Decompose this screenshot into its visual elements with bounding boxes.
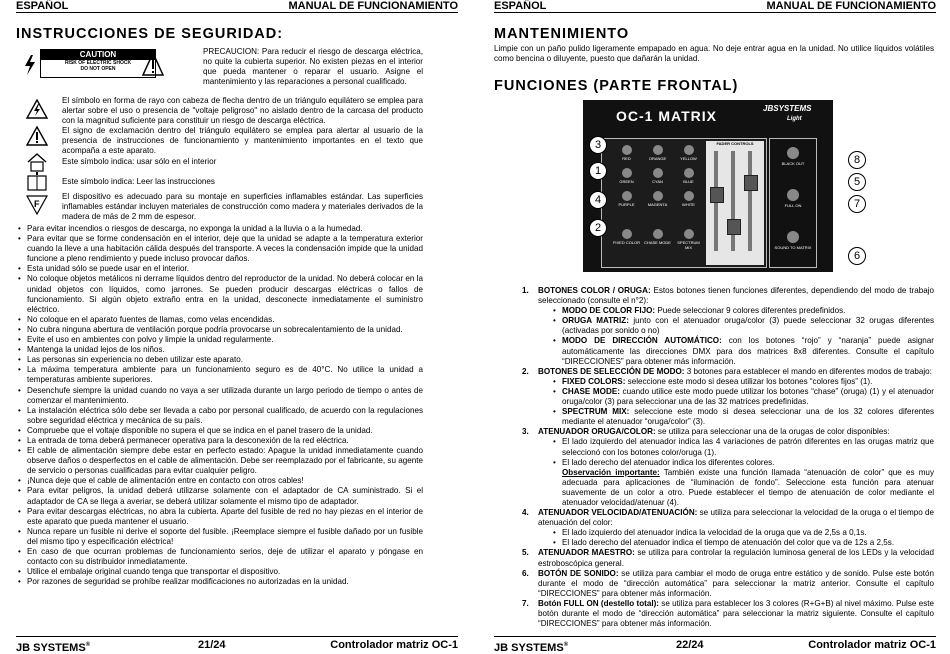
safety-bullet-item: • Esta unidad sólo se puede usar en el interior. <box>16 264 423 274</box>
color-button[interactable]: GREEN <box>612 168 641 188</box>
function-item: 2. BOTONES DE SELECCIÓN DE MODO: 3 botones para establecer el mando en diferentes modos de trabajo: • FIXED COLORS: seleccione este modo si desea utilizar los botones “colores fijos” (1). • CHASE MODE: cuando utilice este modo puede utilizar los botones “chase” (oruga) (1) y el atenuador oruga/color (3) para seleccionar una de las 32 matrices predefinidas. • SPECTRUM MIX: seleccione este modo si desea seleccionar una de los 32 colores diferentes mediante el atenuador “oruga/color” (3). <box>522 367 934 428</box>
device-name: OC-1 MATRIX <box>616 108 717 124</box>
safety-bullet-item: • Las personas sin experiencia no deben utilizar este aparato. <box>16 355 423 365</box>
fader-section <box>706 141 764 265</box>
header-title: MANUAL DE FUNCIONAMIENTO <box>766 0 936 12</box>
callout-number: 2 <box>589 219 607 237</box>
safety-bullet-item: • La máxima temperatura ambiente para un funcionamiento seguro es de 40°C. No utilice la unidad a temperaturas ambiente superiores. <box>16 365 423 385</box>
maintenance-title: MANTENIMIENTO <box>494 26 630 42</box>
safety-bullet-item: • La instalación eléctrica sólo debe ser llevada a cabo por personal cualificado, de acuerdo con la regulaciones sobre seguridad eléctrica y mecánica de su país. <box>16 406 423 426</box>
function-sub-item: • MODO DE COLOR FIJO: Puede seleccionar 9 colores diferentes predefinidos. <box>538 306 934 316</box>
callout-number: 3 <box>589 136 607 154</box>
chase-color-fader-knob[interactable] <box>710 187 724 203</box>
function-sub-item: • El lado izquierdo del atenuador indica la velocidad de la oruga que va de 2,5s a 0,1s. <box>538 528 934 538</box>
color-button[interactable]: MAGENTA <box>643 191 672 211</box>
right-button-column <box>769 138 817 268</box>
functions-list <box>522 286 934 629</box>
color-button[interactable]: RED <box>612 145 641 165</box>
function-button[interactable]: SOUND TO MATRIX <box>770 231 816 261</box>
function-button[interactable]: FULL ON <box>770 189 816 219</box>
flammable-surface-icon <box>26 194 48 216</box>
fader-label: FADER CONTROLS <box>716 141 754 146</box>
function-item: 4. ATENUADOR VELOCIDAD/ATENUACIÓN: se utiliza para seleccionar la velocidad de la oruga o el tiempo de atenuación del color: • El lado izquierdo del atenuador indica la velocidad de la oruga que va de 2,5s a 0,1s. • El lado derecho del atenuador indica el tiempo de atenuación del color que va de 12s a 2,5s. <box>522 508 934 548</box>
callout-number: 8 <box>848 151 866 169</box>
function-sub-item: • MODO DE DIRECCIÓN AUTOMÁTICO: con los botones “rojo” y “naranja” puede asignar automáticamente las direcciones DMX para dos matrices 8x8 diferentes. Consulte el capítulo “DIRECCIONES” para obtener más información. <box>538 336 934 366</box>
precaution-text: PRECAUCION: Para reducir el riesgo de descarga eléctrica, no quite la cubierta superior. No existen piezas en el interior que pueda mantener o reparar el usuario. Asigne el mantenimiento y las reparaciones a personal cualificado. <box>203 47 423 87</box>
function-item: 5. ATENUADOR MAESTRO: se utiliza para controlar la regulación luminosa general de los LEDs y la velocidad estroboscópica general. <box>522 548 934 568</box>
header-language: ESPAÑOL <box>494 0 547 12</box>
function-button[interactable]: BLACK OUT <box>770 147 816 177</box>
function-item: 1. BOTONES COLOR / ORUGA: Estos botones tienen funciones diferentes, dependiendo del modo de trabajo seleccionado (consulte el n°2): • MODO DE COLOR FIJO: Puede seleccionar 9 colores diferentes predefinidos. • ORUGA MATRIZ: junto con el atenuador oruga/color (3) puede seleccionar 32 orugas diferentes (activadas por sonido o no) • MODO DE DIRECCIÓN AUTOMÁTICO: con los botones “rojo” y “naranja” puede asignar automáticamente las direcciones DMX para dos matrices 8x8 diferentes. Consulte el capítulo “DIRECCIONES” para obtener más información. <box>522 286 934 367</box>
footer-page-number: 22/24 <box>676 639 704 651</box>
safety-bullet-item: • Utilice el embalaje original cuando tenga que transportar el dispositivo. <box>16 567 423 577</box>
safety-bullet-item: • Para evitar que se forme condensación en el interior, deje que la unidad se adapte a la temperatura exterior cuando la lleve a una habitación cálida después del transporte. A veces la condensación impide que la unidad funcione a pleno rendimiento y puede incluso provocar daños. <box>16 234 423 264</box>
header-language: ESPAÑOL <box>16 0 69 12</box>
safety-bullet-item: • No coloque en el aparato fuentes de llamas, como velas encendidas. <box>16 315 423 325</box>
functions-title: FUNCIONES (PARTE FRONTAL) <box>494 78 739 94</box>
caution-label <box>40 49 156 78</box>
color-button[interactable]: BLUE <box>674 168 703 188</box>
color-button[interactable]: PURPLE <box>612 191 641 211</box>
color-button[interactable]: ORANGE <box>643 145 672 165</box>
mode-button-row <box>612 229 704 259</box>
safety-bullet-item: • Para evitar incendios o riesgos de descarga, no exponga la unidad a la lluvia o a la humedad. <box>16 224 423 234</box>
page-footer <box>16 636 458 653</box>
safety-bullet-item: • En caso de que ocurran problemas de funcionamiento serios, deje de utilizar el aparato y póngase en contacto con su distribuidor inmediatamente. <box>16 547 423 567</box>
lightning-bolt-icon <box>22 54 38 76</box>
right-page <box>478 0 950 654</box>
left-page <box>0 0 472 654</box>
safety-bullet-item: • ¡Nunca deje que el cable de alimentación entre en contacto con otros cables! <box>16 476 423 486</box>
device-front-panel <box>583 100 833 272</box>
safety-bullet-item: • Mantenga la unidad lejos de los niños. <box>16 345 423 355</box>
safety-bullet-item: • No cubra ninguna abertura de ventilación porque podría provocarse un sobrecalentamiento de la unidad. <box>16 325 423 335</box>
callout-number: 5 <box>848 173 866 191</box>
exclamation-triangle-icon <box>26 126 48 146</box>
callout-number: 4 <box>589 191 607 209</box>
function-sub-item: • ORUGA MATRIZ: junto con el atenuador oruga/color (3) puede seleccionar 32 orugas diferentes (activadas por sonido o no) <box>538 316 934 336</box>
svg-text:F: F <box>34 199 40 209</box>
safety-bullet-item: • El cable de alimentación siempre debe estar en perfecto estado: Apague la unidad inmediatamente cuando observe daños o desperfectos en el cable de alimentación. Debe ser reemplazado por el fabricante, su agente de servicio o personas cualificadas para evitar cualquier peligro. <box>16 446 423 476</box>
header-title: MANUAL DE FUNCIONAMIENTO <box>288 0 458 12</box>
mode-button[interactable]: FIXED COLOR <box>612 229 641 257</box>
footer-product: Controlador matriz OC-1 <box>330 639 458 651</box>
footer-product: Controlador matriz OC-1 <box>808 639 936 651</box>
function-sub-item: • El lado izquierdo del atenuador indica las 4 variaciones de patrón diferentes en las orugas matriz que seleccionó con los botones color/oruga (1). <box>538 437 934 457</box>
safety-bullet-item: • Evite el uso en ambientes con polvo y limpie la unidad regularmente. <box>16 335 423 345</box>
master-fader-knob[interactable] <box>744 175 758 191</box>
safety-bullet-list <box>16 224 423 587</box>
symbol-text-flammable: El dispositivo es adecuado para su montaje en superficies inflamables estándar. Las superficies inflamables estándar incluyen materiales de construcción como madera y materiales derivados de la madera de más de 2 mm de espesor. <box>62 191 423 221</box>
safety-bullet-item: • No coloque objetos metálicos ni derrame líquidos dentro del reproductor de la unidad. No deberá colocar en la unidad objetos con líquidos, como jarrones. Se pueden producir descargas eléctricas o fallos de funcionamiento. Si algún objeto extraño entra en la unidad, desconecte inmediatamente el suministro eléctrico. <box>16 274 423 314</box>
read-instructions-icon <box>26 172 48 192</box>
safety-bullet-item: • Para evitar peligros, la unidad deberá utilizarse solamente con el adaptador de CA suministrado. Si el adaptador de CA se llega a averiar, se deberá utilizar solamente el mismo tipo de adaptador. <box>16 486 423 506</box>
page-header <box>494 0 936 13</box>
safety-bullet-item: • Por razones de seguridad se prohíbe realizar modificaciones no autorizadas en la unidad. <box>16 577 423 587</box>
callout-number: 7 <box>848 195 866 213</box>
exclamation-icon <box>142 52 164 76</box>
function-item: 3. ATENUADOR ORUGA/COLOR: se utiliza para seleccionar una de la orugas de color disponibles: • El lado izquierdo del atenuador indica las 4 variaciones de patrón diferentes en las orugas matriz que seleccionó con los botones color/oruga (1). • El lado derecho del atenuador indica los diferentes colores. Observación importante: También existe una función llamada “atenuación de color” que es muy adecuada para aplicaciones de “iluminación de fondo”. Seleccione esta función para atenuar suavemente de un color a otro. Puede establecer el tiempo de atenuación de color mediante el atenuador velocidad/atenuar (4). <box>522 427 934 508</box>
symbol-text-indoor: Este símbolo indica: usar sólo en el interior <box>62 156 217 166</box>
callout-number: 6 <box>848 247 866 265</box>
footer-page-number: 21/24 <box>198 639 226 651</box>
footer-brand: JB SYSTEMS® <box>16 642 91 654</box>
safety-bullet-item: • Desenchufe siempre la unidad cuando no vaya a ser utilizada durante un largo periodo de tiempo o antes de comenzar el mantenimiento. <box>16 386 423 406</box>
color-button[interactable]: YELLOW <box>674 145 703 165</box>
caution-label-line2: DO NOT OPEN <box>80 66 116 72</box>
function-sub-item: • El lado derecho del atenuador indica los diferentes colores. <box>538 458 934 468</box>
safety-bullet-item: • Compruebe que el voltaje disponible no supera el que se indica en el panel trasero de la unidad. <box>16 426 423 436</box>
speed-fade-fader-knob[interactable] <box>727 219 741 235</box>
safety-bullet-item: • Para evitar descargas eléctricas, no abra la cubierta. Aparte del fusible de red no hay piezas en el interior de este aparato que pueda mantener el usuario. <box>16 507 423 527</box>
function-item: 7. Botón FULL ON (destello total): se utiliza para establecer los 3 colores (R+G+B) al nivel máximo. Pulse este botón durante el modo de “dirección automática” para seleccionar la matriz siguiente. Consulte el capítulo “DIRECCIONES” para obtener más información. <box>522 598 934 629</box>
function-sub-item: • SPECTRUM MIX: seleccione este modo si desea seleccionar una de los 32 colores diferentes mediante el atenuador “oruga/color” (3). <box>538 407 934 427</box>
symbol-text-voltage: El símbolo en forma de rayo con cabeza de flecha dentro de un triángulo equilátero se emplea para alertar sobre el uso o presencia de "voltaje peligroso" no aislado dentro de la carcasa del producto con la magnitud suficiente para constituir un riesgo de descarga eléctrica. <box>62 96 423 126</box>
color-button[interactable]: CYAN <box>643 168 672 188</box>
maintenance-text: Limpie con un paño pulido ligeramente empapado en agua. No deje entrar agua en la unidad. No utilice líquidos volátiles como bencina o diluyente, puesto que dañarán la unidad. <box>494 44 934 64</box>
control-area <box>601 138 767 268</box>
function-sub-item: • FIXED COLORS: seleccione este modo si desea utilizar los botones “colores fijos” (1). <box>538 377 934 387</box>
indoor-use-icon <box>26 152 48 172</box>
caution-label-title: CAUTION <box>41 50 155 60</box>
safety-bullet-item: • Nunca repare un fusible ni derive el soporte del fusible. ¡Reemplace siempre el fusible dañado por un fusible del mismo tipo y especificación eléctrica! <box>16 527 423 547</box>
symbol-explanations <box>62 96 423 222</box>
caution-label-line1: RISK OF ELECTRIC SHOCK <box>64 60 132 66</box>
footer-brand: JB SYSTEMS® <box>494 642 569 654</box>
symbol-text-read: Este símbolo indica: Leer las instrucciones <box>62 176 215 186</box>
device-brand: JBSYSTEMS Light <box>763 104 812 122</box>
mode-button[interactable]: CHASE MODE <box>643 229 672 257</box>
color-button[interactable]: WHITE <box>674 191 703 211</box>
callout-number: 1 <box>589 162 607 180</box>
page-footer <box>494 636 936 653</box>
mode-button[interactable]: SPECTRUM MIX <box>674 229 703 257</box>
voltage-triangle-icon <box>26 99 48 119</box>
page-header <box>16 0 458 13</box>
function-sub-item: • CHASE MODE: cuando utilice este modo puede utilizar los botones “chase” (oruga) (1) y el atenuador oruga/color (3) para seleccionar una de las 32 matrices predefinidas. <box>538 387 934 407</box>
safety-title: INSTRUCCIONES DE SEGURIDAD: <box>16 26 284 42</box>
function-sub-item: • El lado derecho del atenuador indica el tiempo de atenuación del color que va de 12s a 2,5s. <box>538 538 934 548</box>
function-item: 6. BOTÓN DE SONIDO: se utiliza para cambiar el modo de oruga entre estático y de sonido. Pulse este botón durante el modo de “dirección automática” para seleccionar la matriz anterior. Consulte el capítulo “DIRECCIONES” para obtener más información. <box>522 568 935 598</box>
safety-bullet-item: • La entrada de toma deberá permanecer operativa para la desconexión de la red eléctrica. <box>16 436 423 446</box>
color-button-grid <box>612 145 704 213</box>
symbol-text-exclamation: El signo de exclamación dentro del triángulo equilátero se emplea para alertar al usuario de la presencia de instrucciones de funcionamiento y mantenimiento importantes en el texto que acompaña a este aparato. <box>62 126 423 156</box>
